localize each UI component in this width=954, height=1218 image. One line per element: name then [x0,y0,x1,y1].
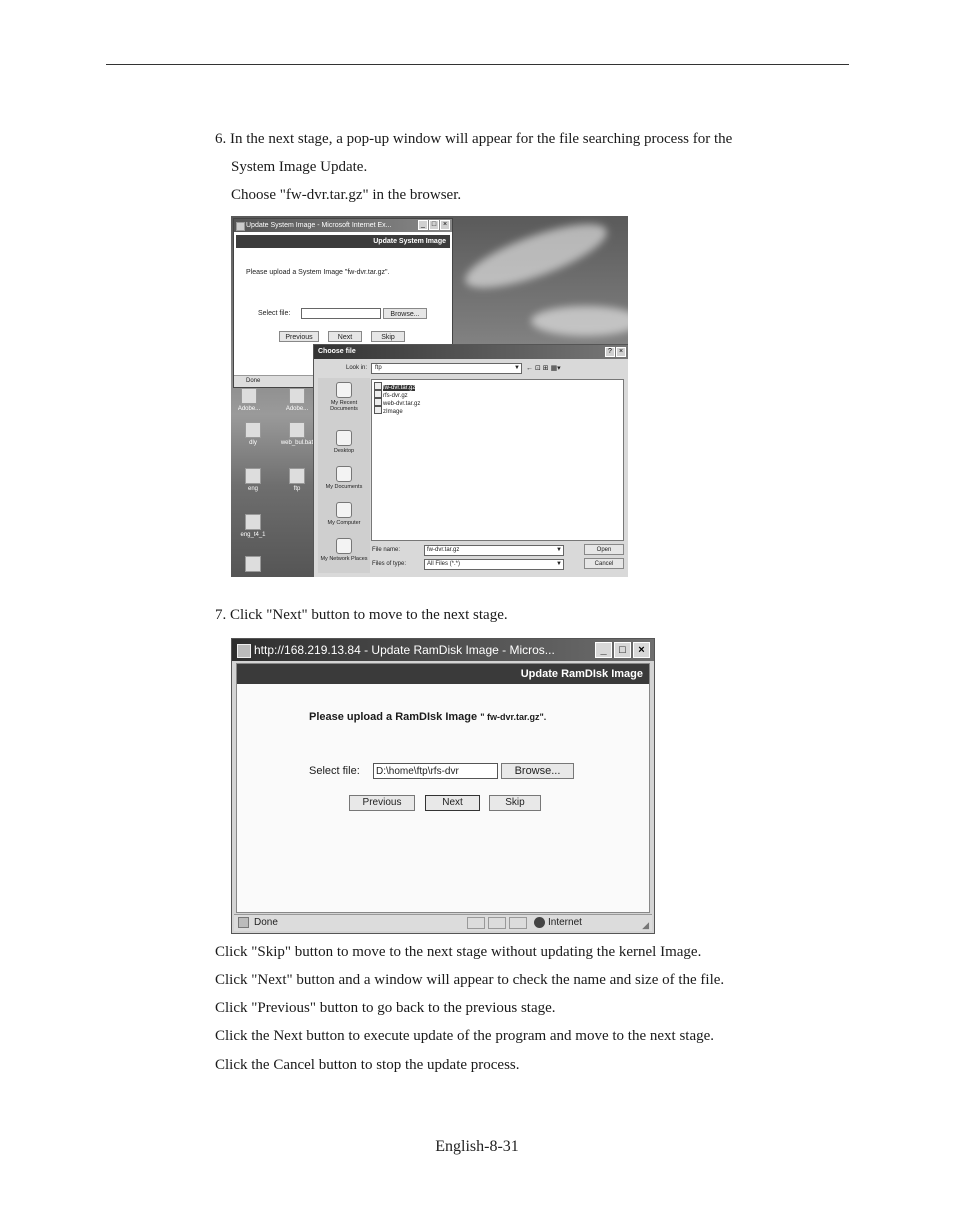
step7-line1: 7. Click "Next" button to move to the next stage. [215,607,508,623]
note-2: Click "Next" button and a window will appear to check the name and size of the file. [215,972,725,988]
screenshot-update-ramdisk [231,638,655,934]
status-pane [509,917,527,929]
browse-button[interactable]: Browse... [501,763,574,779]
file-input[interactable] [301,308,381,319]
file-item[interactable]: web-dvr.tar.gz [374,398,420,408]
file-icon [374,406,382,414]
page-header: Update RamDIsk Image [237,664,649,684]
page-icon [238,917,249,928]
folder-icon [289,468,305,484]
file-icon [241,388,257,404]
place-my-computer[interactable]: My Computer [318,502,370,526]
ie-title-bar [234,219,452,232]
desktop-icon[interactable]: Adobe... [267,388,327,412]
archive-icon [374,398,382,406]
maximize-icon[interactable]: □ [429,220,439,230]
look-in-value: ftp [375,365,382,371]
cloud [459,216,614,300]
minimize-icon[interactable]: _ [418,220,428,230]
files-of-type-label: Files of type: [372,561,407,567]
choose-file-dialog [313,344,628,577]
open-button[interactable]: Open [584,544,624,555]
places-bar [318,378,370,573]
chevron-down-icon: ▼ [556,561,562,567]
select-file-label: Select file: [258,310,291,317]
desktop-icon[interactable]: dly [231,422,283,446]
header-rule [106,64,849,65]
chevron-down-icon: ▼ [556,547,562,553]
recent-documents-icon [336,382,352,398]
file-list [371,379,624,541]
file-icon [289,388,305,404]
cancel-button[interactable]: Cancel [584,558,624,569]
cloud [531,306,628,336]
skip-button[interactable]: Skip [371,331,405,342]
screenshot-choose-file [231,216,628,577]
resize-grip-icon[interactable]: ◢ [642,920,649,930]
toolbar-icons[interactable]: ← ⊡ ⊞ ▦▾ [526,365,561,372]
look-in-select[interactable] [371,363,522,374]
browser-client [236,663,650,913]
status-bar: Done [234,375,452,387]
next-button[interactable]: Next [328,331,362,342]
note-1: Click "Skip" button to move to the next stage without updating the kernel Image. [215,944,702,960]
file-icon [245,556,261,572]
look-in-label: Look in: [346,365,368,371]
step6-line1: 6. In the next stage, a pop-up window will appear for the file searching process for the [215,131,733,147]
page-footer: English-8-31 [435,1138,519,1155]
file-icon [245,468,261,484]
status-pane [467,917,485,929]
desktop-icon[interactable]: eng_t4_1 [231,514,283,538]
close-icon[interactable]: × [440,220,450,230]
desktop-icon[interactable]: eng [231,468,283,492]
upload-prompt: Please upload a System Image "fw-dvr.tar.gz". [246,269,390,276]
desktop-icon[interactable]: ftp [267,468,327,492]
place-recent[interactable]: My Recent Documents [318,382,370,412]
window-title-bar [232,639,654,661]
desktop-icon[interactable] [231,556,283,574]
files-of-type-select[interactable]: All Files (*.*) ▼ [424,559,564,570]
file-input[interactable]: D:\home\ftp\rfs-dvr [373,763,498,779]
note-4: Click the Next button to execute update of the program and move to the next stage. [215,1028,715,1044]
place-desktop[interactable]: Desktop [318,430,370,454]
desktop-icon[interactable]: Adobe... [231,388,279,412]
network-icon [336,538,352,554]
status-text: Done [254,917,278,928]
page-header: Update System Image [236,235,450,248]
upload-prompt: Please upload a RamDIsk Image " fw-dvr.tar.gz". [309,711,547,723]
close-icon[interactable]: × [616,347,626,357]
next-button[interactable]: Next [425,795,480,811]
archive-icon [374,390,382,398]
minimize-icon[interactable]: _ [595,642,612,658]
place-my-documents[interactable]: My Documents [318,466,370,490]
window-title: http://168.219.13.84 - Update RamDisk Image - Micros... [254,643,555,657]
file-icon [289,422,305,438]
help-icon[interactable]: ? [605,347,615,357]
place-network[interactable]: My Network Places [318,538,370,562]
browse-button[interactable]: Browse... [383,308,427,319]
file-item[interactable]: fw-dvr.tar.gz [374,382,415,392]
ie-icon [237,644,251,658]
file-item[interactable]: zImage [374,406,403,416]
step6-line3: Choose "fw-dvr.tar.gz" in the browser. [231,187,462,203]
file-icon [245,514,261,530]
desktop-icon [336,430,352,446]
skip-button[interactable]: Skip [489,795,541,811]
close-icon[interactable]: × [633,642,650,658]
maximize-icon[interactable]: □ [614,642,631,658]
select-file-label: Select file: [309,765,360,777]
zone-text: Internet [548,917,582,928]
ie-icon [236,222,245,231]
status-pane [488,917,506,929]
archive-icon [374,382,382,390]
globe-icon [534,917,545,928]
tool-icon [245,422,261,438]
step6-line2: System Image Update. [231,159,368,175]
note-3: Click "Previous" button to go back to the previous stage. [215,1000,556,1016]
previous-button[interactable]: Previous [279,331,319,342]
note-5: Click the Cancel button to stop the update process. [215,1057,520,1073]
file-name-input[interactable]: fw-dvr.tar.gz ▼ [424,545,564,556]
previous-button[interactable]: Previous [349,795,415,811]
status-bar [234,914,652,931]
chevron-down-icon: ▼ [514,365,520,371]
file-name-label: File name: [372,547,401,553]
computer-icon [336,502,352,518]
ie-title: Update System Image - Microsoft Internet Ex... [246,222,392,229]
dialog-title: Choose file [314,345,628,359]
documents-icon [336,466,352,482]
desktop-icon[interactable]: web_bul.bat [267,422,327,446]
file-item[interactable]: rfs-dvr.gz [374,390,408,400]
